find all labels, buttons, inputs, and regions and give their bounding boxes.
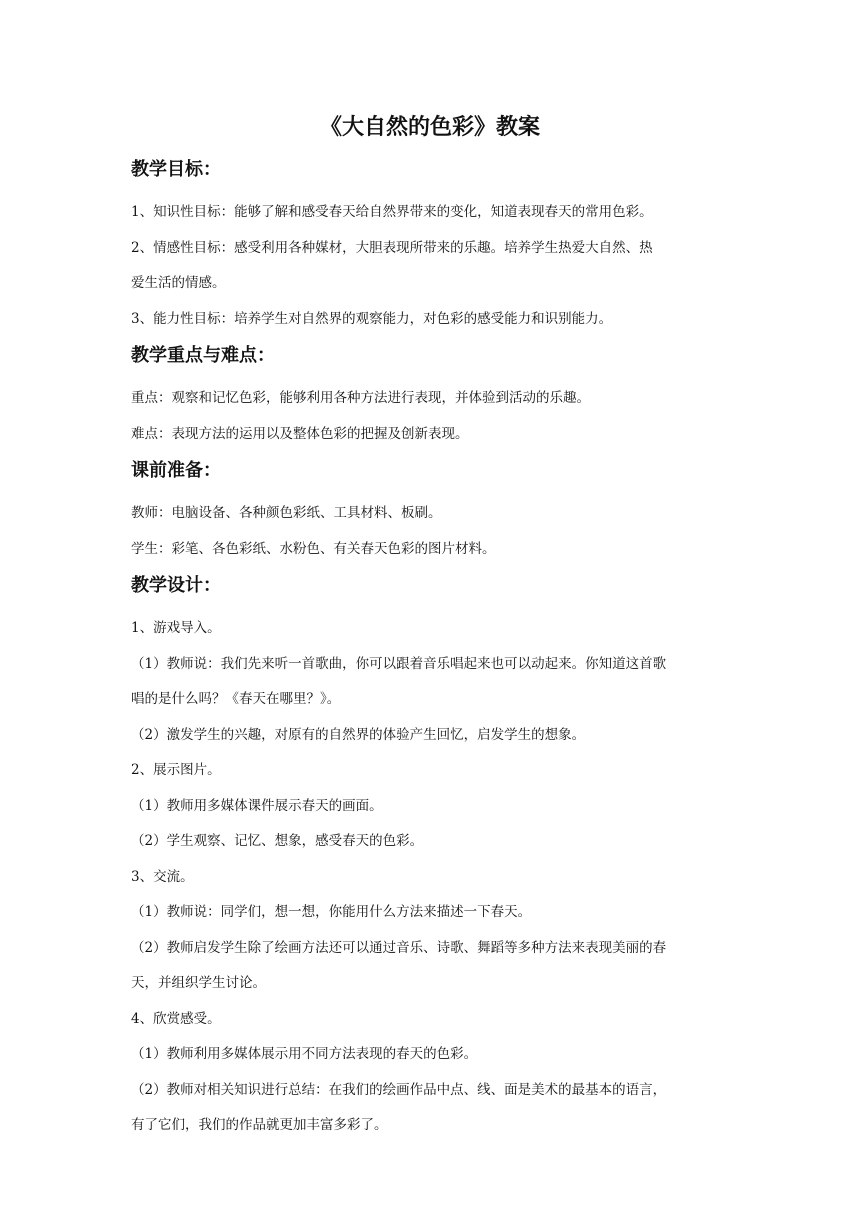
section-heading: 课前准备： bbox=[131, 460, 221, 481]
section-heading: 教学目标： bbox=[131, 159, 221, 180]
paragraph-line: （1）教师用多媒体课件展示春天的画面。 bbox=[131, 797, 383, 814]
paragraph-line: （2）教师启发学生除了绘画方法还可以通过音乐、诗歌、舞蹈等多种方法来表现美丽的春 bbox=[131, 939, 667, 956]
section-preparation bbox=[131, 458, 731, 567]
paragraph-line: 2、情感性目标：感受利用各种媒材，大胆表现所带来的乐趣。培养学生热爱大自然、热 bbox=[131, 239, 653, 256]
paragraph-line: 天，并组织学生讨论。 bbox=[131, 975, 266, 991]
paragraph-line: 教师：电脑设备、各种颜色彩纸、工具材料、板刷。 bbox=[131, 505, 442, 521]
section-teaching-design bbox=[131, 573, 731, 1144]
paragraph-line: （2）教师对相关知识进行总结：在我们的绘画作品中点、线、面是美术的最基本的语言， bbox=[131, 1081, 667, 1098]
paragraph-line: 3、能力性目标：培养学生对自然界的观察能力，对色彩的感受能力和识别能力。 bbox=[131, 310, 613, 327]
paragraph-line: 1、知识性目标：能够了解和感受春天给自然界带来的变化，知道表现春天的常用色彩。 bbox=[131, 204, 653, 220]
document-title: 《大自然的色彩》教案 bbox=[319, 115, 540, 140]
paragraph-line: （1）教师利用多媒体展示用不同方法表现的春天的色彩。 bbox=[131, 1046, 478, 1062]
paragraph-line: 学生：彩笔、各色彩纸、水粉色、有关春天色彩的图片材料。 bbox=[131, 540, 496, 557]
paragraph-line: 2、展示图片。 bbox=[131, 762, 221, 778]
paragraph-line: （2）激发学生的兴趣，对原有的自然界的体验产生回忆，启发学生的想象。 bbox=[131, 726, 586, 743]
section-key-points bbox=[131, 343, 731, 452]
paragraph-line: 唱的是什么吗？《春天在哪里？》。 bbox=[131, 691, 341, 707]
document-body bbox=[131, 157, 731, 1150]
section-heading: 教学重点与难点： bbox=[131, 345, 275, 366]
paragraph-line: 爱生活的情感。 bbox=[131, 275, 226, 291]
paragraph-line: （1）教师说：同学们，想一想，你能用什么方法来描述一下春天。 bbox=[131, 904, 532, 920]
section-heading: 教学设计： bbox=[131, 575, 221, 596]
paragraph-line: 重点：观察和记忆色彩，能够利用各种方法进行表现，并体验到活动的乐趣。 bbox=[131, 390, 590, 406]
paragraph-line: 4、欣赏感受。 bbox=[131, 1010, 221, 1027]
paragraph-line: 3、交流。 bbox=[131, 868, 194, 885]
paragraph-line: （1）教师说：我们先来听一首歌曲，你可以跟着音乐唱起来也可以动起来。你知道这首歌 bbox=[131, 655, 667, 672]
paragraph-line: 难点：表现方法的运用以及整体色彩的把握及创新表现。 bbox=[131, 425, 469, 442]
paragraph-line: （2）学生观察、记忆、想象，感受春天的色彩。 bbox=[131, 833, 424, 849]
paragraph-line: 1、游戏导入。 bbox=[131, 620, 221, 636]
section-teaching-goals bbox=[131, 157, 731, 337]
paragraph-line: 有了它们，我们的作品就更加丰富多彩了。 bbox=[131, 1117, 388, 1133]
